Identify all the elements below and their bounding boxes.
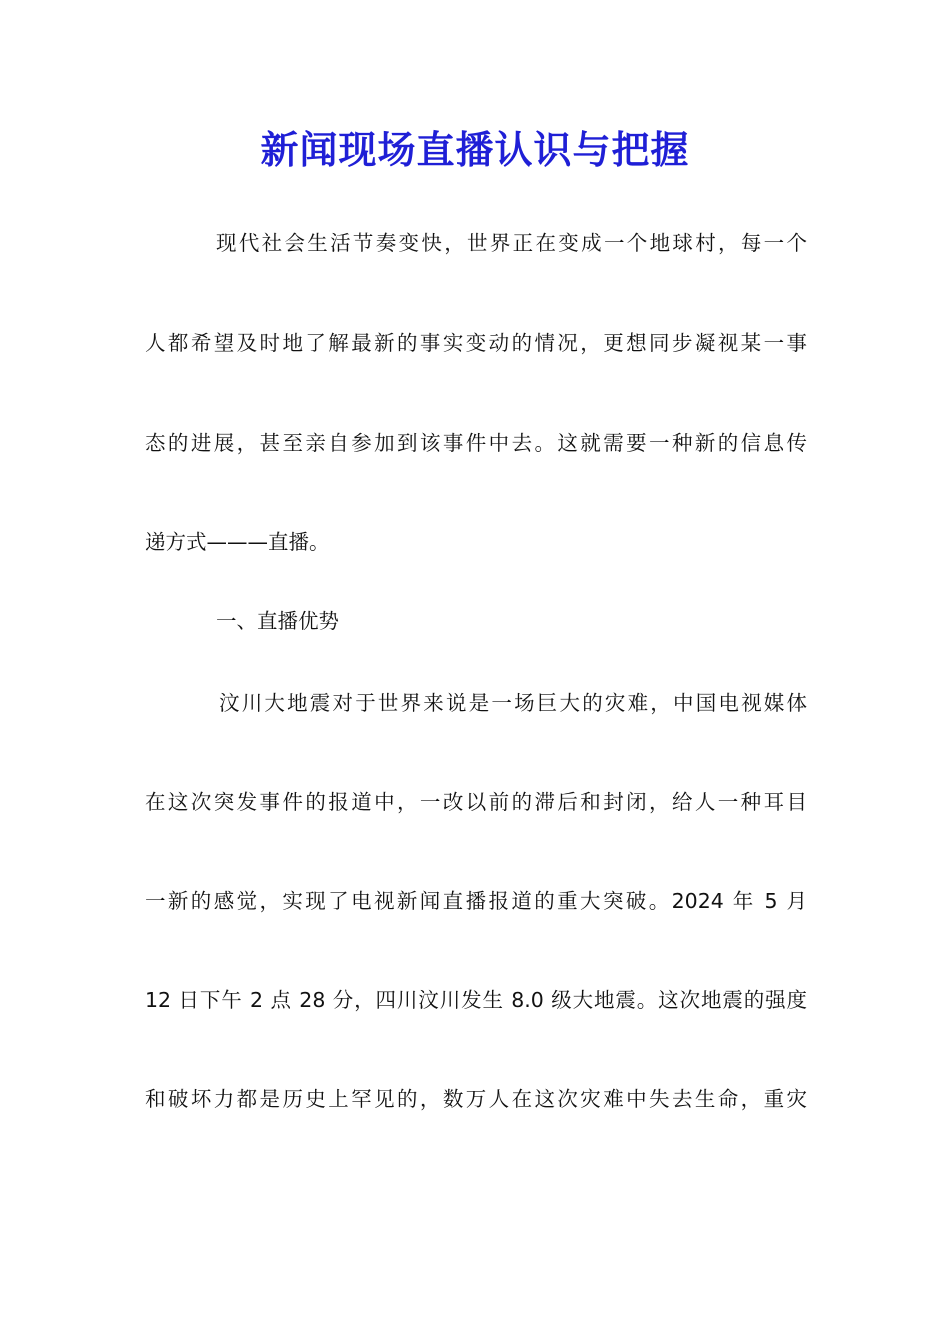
paragraph-line: 现代社会生活节奏变快，世界正在变成一个地球村，每一个 — [216, 231, 807, 255]
paragraph-line: 态的进展，甚至亲自参加到该事件中去。这就需要一种新的信息传 — [145, 431, 807, 455]
section-heading: 一、直播优势 — [216, 609, 339, 633]
paragraph-line: 12 日下午 2 点 28 分，四川汶川发生 8.0 级大地震。这次地震的强度 — [145, 988, 807, 1012]
paragraph-line: 递方式———直播。 — [145, 530, 330, 554]
paragraph-line: 人都希望及时地了解最新的事实变动的情况，更想同步凝视某一事 — [145, 331, 807, 355]
paragraph-line: 一新的感觉，实现了电视新闻直播报道的重大突破。2024 年 5 月 — [145, 889, 807, 913]
paragraph-line: 汶川大地震对于世界来说是一场巨大的灾难，中国电视媒体 — [219, 691, 807, 715]
document-title: 新闻现场直播认识与把握 — [260, 127, 690, 172]
paragraph-line: 和破坏力都是历史上罕见的，数万人在这次灾难中失去生命，重灾 — [145, 1087, 807, 1111]
paragraph-line: 在这次突发事件的报道中，一改以前的滞后和封闭，给人一种耳目 — [145, 790, 807, 814]
